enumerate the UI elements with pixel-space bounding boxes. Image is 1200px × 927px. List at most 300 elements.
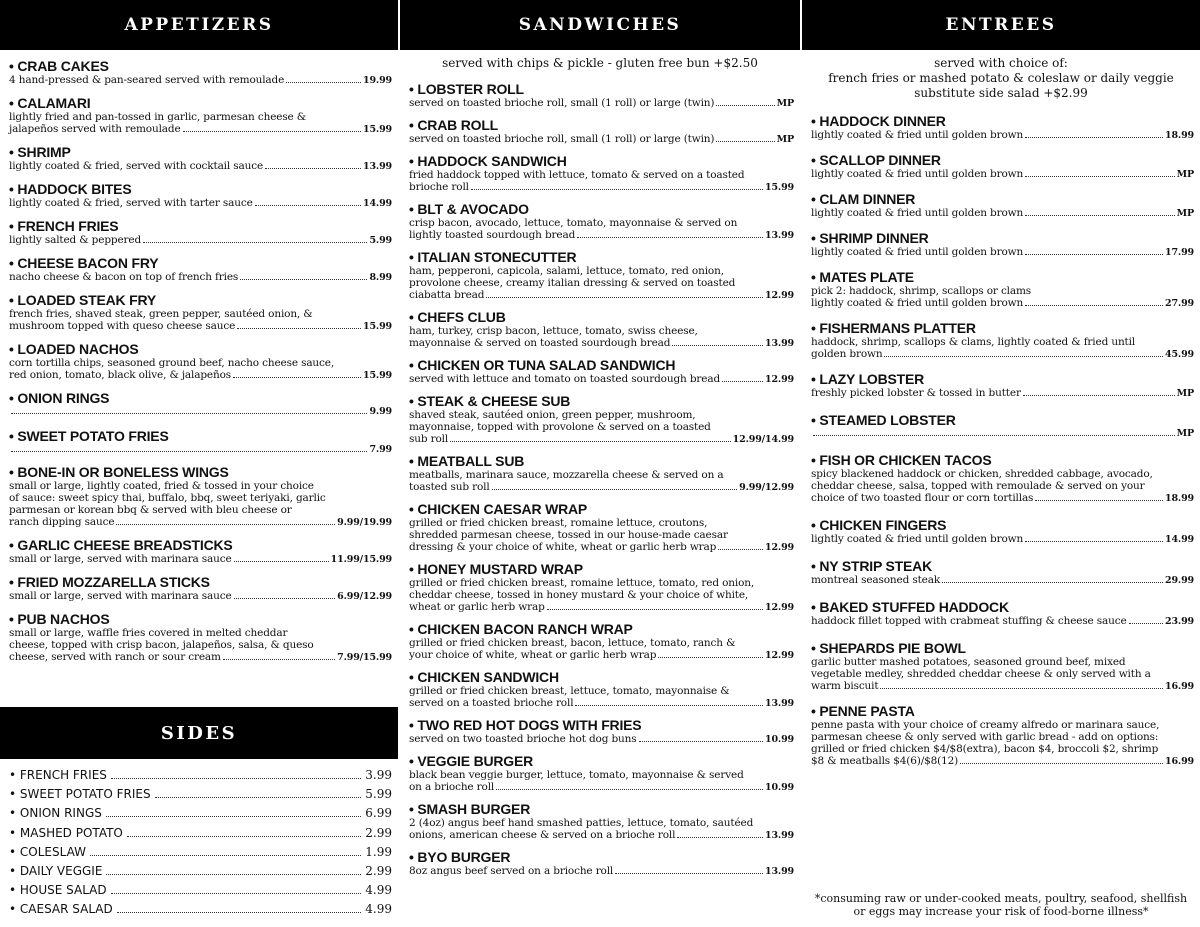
item-description: lightly coated & fried until golden brown: [811, 207, 1024, 219]
item-description: black bean veggie burger, lettuce, tomato, mayonnaise & served: [409, 769, 744, 781]
item-name: • SHRIMP: [9, 144, 71, 160]
side-name: • SWEET POTATO FRIES: [9, 787, 151, 802]
item-description: fried haddock topped with lettuce, tomato & served on a toasted: [409, 169, 745, 181]
item-name: • FISH OR CHICKEN TACOS: [811, 452, 992, 468]
dot-leader: [234, 598, 336, 599]
item-name: • STEAK & CHEESE SUB: [409, 393, 571, 409]
dot-leader: [1025, 254, 1163, 255]
side-price: 2.99: [365, 863, 392, 878]
dot-leader: [716, 105, 774, 106]
item-price-line: [409, 289, 794, 302]
side-name: • CAESAR SALAD: [9, 902, 113, 917]
item-price: 23.99: [1165, 616, 1194, 627]
side-price: 5.99: [365, 787, 392, 802]
item-description: mushroom topped with queso cheese sauce: [9, 320, 236, 332]
item-name: • LOADED NACHOS: [9, 341, 139, 357]
dot-leader: [471, 189, 763, 190]
side-price: 2.99: [365, 825, 392, 840]
item-price-line: [409, 337, 794, 350]
item-description: lightly coated & fried until golden brown: [811, 246, 1024, 258]
item-price-line: [811, 168, 1194, 181]
side-name: • MASHED POTATO: [9, 825, 123, 840]
side-name: • COLESLAW: [9, 844, 86, 859]
item-price: MP: [1176, 208, 1194, 219]
menu-item: [409, 357, 794, 386]
menu-item: [811, 517, 1194, 546]
item-description: sub roll: [409, 433, 449, 445]
item-description: mayonnaise, topped with provolone & served on a toasted: [409, 421, 711, 433]
item-price-line: [9, 651, 392, 664]
dot-leader: [1025, 541, 1163, 542]
dot-leader: [716, 141, 774, 142]
item-price: 8.99: [369, 272, 392, 283]
side-price: 1.99: [365, 844, 392, 859]
item-price: 13.99: [765, 866, 794, 877]
item-name: • MEATBALL SUB: [409, 453, 525, 469]
item-name: • SCALLOP DINNER: [811, 152, 941, 168]
dot-leader: [265, 168, 361, 169]
menu-item: [409, 753, 794, 794]
side-item: [9, 864, 392, 883]
item-price: 15.99: [363, 370, 392, 381]
subtitle-line: substitute side salad +$2.99: [914, 86, 1088, 100]
item-name: • FISHERMANS PLATTER: [811, 320, 976, 336]
menu-item: [409, 849, 794, 878]
subtitle-line: served with choice of:: [934, 56, 1068, 70]
item-price: 12.99: [765, 290, 794, 301]
item-price-line: [409, 541, 794, 554]
entrees-footnote: [802, 892, 1200, 918]
side-item: [9, 845, 392, 864]
menu-item: [811, 320, 1194, 361]
item-price: MP: [1176, 428, 1194, 439]
dot-leader: [1129, 623, 1163, 624]
item-description: toasted sub roll: [409, 481, 490, 493]
item-price-line: [409, 697, 794, 710]
dot-leader: [234, 561, 329, 562]
item-description: served on toasted brioche roll, small (1 roll) or large (twin): [409, 97, 715, 109]
dot-leader: [117, 912, 362, 913]
item-name: • LOADED STEAK FRY: [9, 292, 157, 308]
item-description: 8oz angus beef served on a brioche roll: [409, 865, 614, 877]
side-price: 4.99: [365, 902, 392, 917]
dot-leader: [547, 609, 763, 610]
item-price-line: [9, 320, 392, 333]
dot-leader: [111, 778, 361, 779]
item-description: choice of two toasted flour or corn tortillas: [811, 492, 1034, 504]
item-price: 12.99: [765, 602, 794, 613]
dot-leader: [813, 435, 1175, 436]
item-description: lightly coated & fried until golden brown: [811, 129, 1024, 141]
item-price: 16.99: [1165, 756, 1194, 767]
item-name: • MATES PLATE: [811, 269, 914, 285]
item-price: 12.99: [765, 374, 794, 385]
dot-leader: [106, 816, 361, 817]
item-description: small or large, served with marinara sauce: [9, 553, 232, 565]
dot-leader: [155, 797, 362, 798]
item-price: 7.99: [369, 444, 392, 455]
item-name: • HADDOCK SANDWICH: [409, 153, 567, 169]
item-description: small or large, waffle fries covered in melted cheddar: [9, 627, 288, 639]
item-name: • CHEFS CLUB: [409, 309, 506, 325]
item-name: • BLT & AVOCADO: [409, 201, 529, 217]
item-description: montreal seasoned steak: [811, 574, 941, 586]
item-price: 17.99: [1165, 247, 1194, 258]
item-description: $8 & meatballs $4(6)/$8(12): [811, 755, 959, 767]
item-description: ham, turkey, crisp bacon, lettuce, tomato, swiss cheese,: [409, 325, 698, 337]
dot-leader: [286, 82, 361, 83]
item-name: • GARLIC CHEESE BREADSTICKS: [9, 537, 233, 553]
item-price-line: [811, 574, 1194, 587]
item-price: 9.99/12.99: [739, 482, 794, 493]
dot-leader: [1025, 215, 1175, 216]
menu-item: [409, 393, 794, 446]
item-price: 5.99: [369, 235, 392, 246]
item-description: lightly coated & fried until golden brown: [811, 168, 1024, 180]
item-price: 13.99: [765, 830, 794, 841]
menu-item: [811, 640, 1194, 693]
item-description: haddock, shrimp, scallops & clams, lightly coated & fried until: [811, 336, 1136, 348]
item-price-line: [409, 865, 794, 878]
dot-leader: [11, 413, 367, 414]
menu-item: [409, 561, 794, 614]
item-price-line: [811, 207, 1194, 220]
item-description: of sauce: sweet spicy thai, buffalo, bbq, sweet teriyaki, garlic: [9, 492, 326, 504]
menu-item: [409, 501, 794, 554]
menu-item: [9, 428, 392, 456]
sides-header: SIDES: [0, 707, 398, 759]
menu-item: [811, 152, 1194, 181]
item-description: jalapeños served with remoulade: [9, 123, 181, 135]
item-description: shredded parmesan cheese, tossed in our house-made caesar: [409, 529, 728, 541]
item-name: • BAKED STUFFED HADDOCK: [811, 599, 1009, 615]
item-price: 7.99/15.99: [337, 652, 392, 663]
side-item: [9, 768, 392, 787]
menu-item: [811, 558, 1194, 587]
item-price-line: [9, 369, 392, 382]
appetizers-list: [0, 50, 398, 664]
dot-leader: [677, 837, 763, 838]
item-description: cheddar cheese, tossed in honey mustard & your choice of white,: [409, 589, 749, 601]
item-name: • SHRIMP DINNER: [811, 230, 929, 246]
menu-item: [409, 453, 794, 494]
entrees-column: [802, 0, 1200, 927]
item-description: cheese, topped with crisp bacon, jalapeños, salsa, & queso: [9, 639, 314, 651]
item-name: • SMASH BURGER: [409, 801, 531, 817]
dot-leader: [1025, 137, 1163, 138]
menu-item: [9, 144, 392, 173]
item-name: • CHICKEN FINGERS: [811, 517, 947, 533]
item-price-line: [9, 123, 392, 136]
item-description: small or large, served with marinara sauce: [9, 590, 232, 602]
item-price: 18.99: [1165, 130, 1194, 141]
subtitle-line: french fries or mashed potato & coleslaw or daily veggie: [828, 71, 1174, 85]
item-price-line: [811, 348, 1194, 361]
menu-item: [9, 464, 392, 529]
item-price-line: [811, 615, 1194, 628]
menu-item: [409, 249, 794, 302]
dot-leader: [127, 836, 361, 837]
item-description: haddock fillet topped with crabmeat stuffing & cheese sauce: [811, 615, 1127, 627]
side-item: [9, 902, 392, 921]
menu-item: [409, 309, 794, 350]
side-item: [9, 806, 392, 825]
item-description: corn tortilla chips, seasoned ground beef, nacho cheese sauce,: [9, 357, 335, 369]
menu-item: [409, 801, 794, 842]
item-price-line: [811, 755, 1194, 768]
dot-leader: [106, 874, 361, 875]
item-price-line: [811, 533, 1194, 546]
item-name: • LOBSTER ROLL: [409, 81, 524, 97]
item-name: • ONION RINGS: [9, 390, 110, 406]
menu-item: [9, 390, 392, 418]
item-description: red onion, tomato, black olive, & jalapeños: [9, 369, 232, 381]
item-price: 10.99: [765, 782, 794, 793]
item-description: meatballs, marinara sauce, mozzarella cheese & served on a: [409, 469, 724, 481]
dot-leader: [615, 873, 763, 874]
dot-leader: [496, 789, 763, 790]
item-name: • CHICKEN OR TUNA SALAD SANDWICH: [409, 357, 676, 373]
item-name: • VEGGIE BURGER: [409, 753, 534, 769]
item-price: 13.99: [765, 698, 794, 709]
item-description: penne pasta with your choice of creamy alfredo or marinara sauce,: [811, 719, 1160, 731]
footnote-line: or eggs may increase your risk of food-borne illness*: [853, 905, 1149, 918]
item-description: french fries, shaved steak, green pepper, sautéed onion, &: [9, 308, 313, 320]
item-description: small or large, lightly coated, fried & tossed in your choice: [9, 480, 314, 492]
side-price: 4.99: [365, 883, 392, 898]
item-price-line: [409, 433, 794, 446]
menu-item: [9, 574, 392, 603]
item-name: • FRENCH FRIES: [9, 218, 119, 234]
item-description: lightly salted & peppered: [9, 234, 142, 246]
item-description: served on two toasted brioche hot dog buns: [409, 733, 637, 745]
entrees-header: ENTREES: [802, 0, 1200, 50]
item-price-line: [9, 160, 392, 173]
item-price-line: [811, 428, 1194, 440]
item-description: pick 2: haddock, shrimp, scallops or clams: [811, 285, 1032, 297]
sandwiches-list: [400, 81, 800, 878]
item-description: parmesan cheese & only served with garlic bread - add on options:: [811, 731, 1159, 743]
dot-leader: [116, 524, 335, 525]
menu-item: [811, 412, 1194, 440]
item-price: MP: [776, 98, 794, 109]
item-description: served on toasted brioche roll, small (1 roll) or large (twin): [409, 133, 715, 145]
menu-item: [9, 58, 392, 87]
item-description: golden brown: [811, 348, 883, 360]
item-description: ciabatta bread: [409, 289, 485, 301]
item-name: • HADDOCK BITES: [9, 181, 132, 197]
item-description: garlic butter mashed potatoes, seasoned ground beef, mixed: [811, 656, 1126, 668]
item-description: grilled or fried chicken breast, bacon, lettuce, tomato, ranch &: [409, 637, 736, 649]
item-name: • ITALIAN STONECUTTER: [409, 249, 577, 265]
item-name: • BONE-IN OR BONELESS WINGS: [9, 464, 229, 480]
item-description: vegetable medley, shredded cheddar cheese & only served with a: [811, 668, 1151, 680]
dot-leader: [722, 381, 763, 382]
menu-item: [811, 191, 1194, 220]
dot-leader: [223, 659, 335, 660]
dot-leader: [672, 345, 763, 346]
item-description: served on a toasted brioche roll: [409, 697, 574, 709]
item-name: • HONEY MUSTARD WRAP: [409, 561, 583, 577]
menu-item: [811, 703, 1194, 768]
item-description: cheddar cheese, salsa, topped with remoulade & served on your: [811, 480, 1145, 492]
item-name: • PUB NACHOS: [9, 611, 110, 627]
menu-item: [811, 371, 1194, 400]
item-price-line: [811, 297, 1194, 310]
item-name: • CHICKEN BACON RANCH WRAP: [409, 621, 633, 637]
item-name: • LAZY LOBSTER: [811, 371, 925, 387]
menu-item: [811, 269, 1194, 310]
dot-leader: [884, 356, 1163, 357]
menu-item: [811, 230, 1194, 259]
item-description: lightly coated & fried until golden brown: [811, 297, 1024, 309]
item-description: onions, american cheese & served on a brioche roll: [409, 829, 676, 841]
item-description: lightly coated & fried, served with tarter sauce: [9, 197, 253, 209]
side-item: [9, 883, 392, 902]
item-price-line: [9, 406, 392, 418]
side-price: 6.99: [365, 806, 392, 821]
item-name: • CLAM DINNER: [811, 191, 916, 207]
dot-leader: [960, 763, 1163, 764]
item-name: • CALAMARI: [9, 95, 91, 111]
item-description: ranch dipping sauce: [9, 516, 115, 528]
item-price: MP: [1176, 388, 1194, 399]
entrees-subtitle: [802, 56, 1200, 101]
item-name: • FRIED MOZZARELLA STICKS: [9, 574, 210, 590]
item-price: 18.99: [1165, 493, 1194, 504]
item-name: • CHICKEN SANDWICH: [409, 669, 559, 685]
item-price-line: [811, 246, 1194, 259]
item-name: • STEAMED LOBSTER: [811, 412, 956, 428]
side-name: • HOUSE SALAD: [9, 883, 107, 898]
dot-leader: [1023, 395, 1175, 396]
dot-leader: [450, 441, 731, 442]
item-description: wheat or garlic herb wrap: [409, 601, 545, 613]
item-description: served with lettuce and tomato on toasted sourdough bread: [409, 373, 721, 385]
side-name: • FRENCH FRIES: [9, 768, 107, 782]
item-price-line: [9, 74, 392, 87]
item-price: 9.99/19.99: [337, 517, 392, 528]
dot-leader: [143, 242, 367, 243]
dot-leader: [658, 657, 763, 658]
dot-leader: [1025, 176, 1175, 177]
menu-item: [811, 452, 1194, 505]
menu-item: [9, 95, 392, 136]
item-price: 14.99: [1165, 534, 1194, 545]
menu-item: [409, 117, 794, 146]
item-description: spicy blackened haddock or chicken, shredded cabbage, avocado,: [811, 468, 1153, 480]
appetizers-header: APPETIZERS: [0, 0, 398, 50]
item-price: 27.99: [1165, 298, 1194, 309]
item-description: 2 (4oz) angus beef hand smashed patties, lettuce, tomato, sautéed: [409, 817, 754, 829]
side-item: [9, 787, 392, 806]
item-description: mayonnaise & served on toasted sourdough bread: [409, 337, 671, 349]
item-description: ham, pepperoni, capicola, salami, lettuce, tomato, red onion,: [409, 265, 724, 277]
item-price-line: [9, 197, 392, 210]
item-price-line: [811, 129, 1194, 142]
item-price-line: [811, 387, 1194, 400]
item-price: 45.99: [1165, 349, 1194, 360]
item-description: grilled or fried chicken breast, romaine lettuce, croutons,: [409, 517, 708, 529]
item-description: lightly toasted sourdough bread: [409, 229, 576, 241]
menu-item: [409, 621, 794, 662]
item-price: 14.99: [363, 198, 392, 209]
item-description: freshly picked lobster & tossed in butter: [811, 387, 1021, 399]
item-price-line: [9, 516, 392, 529]
item-price: 6.99/12.99: [337, 591, 392, 602]
item-description: grilled or fried chicken $4/$8(extra), bacon $4, broccoli $2, shrimp: [811, 743, 1159, 755]
dot-leader: [718, 549, 763, 550]
item-price-line: [409, 97, 794, 110]
item-price-line: [9, 553, 392, 566]
dot-leader: [577, 237, 763, 238]
side-name: • DAILY VEGGIE: [9, 863, 103, 878]
item-name: • PENNE PASTA: [811, 703, 915, 719]
dot-leader: [575, 705, 763, 706]
item-price-line: [409, 733, 794, 746]
item-price: 15.99: [765, 182, 794, 193]
item-price-line: [811, 492, 1194, 505]
item-name: • CRAB ROLL: [409, 117, 499, 133]
item-price: MP: [776, 134, 794, 145]
menu-item: [409, 201, 794, 242]
item-description: lightly coated & fried until golden brown: [811, 533, 1024, 545]
menu-item: [9, 537, 392, 566]
dot-leader: [90, 855, 361, 856]
item-name: • CHEESE BACON FRY: [9, 255, 159, 271]
item-name: • BYO BURGER: [409, 849, 511, 865]
item-price: 12.99: [765, 542, 794, 553]
dot-leader: [942, 582, 1163, 583]
item-description: nacho cheese & bacon on top of french fries: [9, 271, 239, 283]
menu-item: [9, 181, 392, 210]
item-price-line: [409, 601, 794, 614]
item-price: MP: [1176, 169, 1194, 180]
item-description: shaved steak, sautéed onion, green pepper, mushroom,: [409, 409, 696, 421]
dot-leader: [11, 451, 367, 452]
item-description: lightly fried and pan-tossed in garlic, parmesan cheese &: [9, 111, 307, 123]
footnote-line: *consuming raw or under-cooked meats, poultry, seafood, shellfish: [814, 892, 1188, 905]
item-price: 12.99: [765, 650, 794, 661]
dot-leader: [183, 131, 361, 132]
dot-leader: [1035, 500, 1163, 501]
item-price-line: [9, 590, 392, 603]
menu-item: [9, 611, 392, 664]
item-description: lightly coated & fried, served with cocktail sauce: [9, 160, 264, 172]
item-description: warm biscuit: [811, 680, 879, 692]
dot-leader: [639, 741, 764, 742]
item-price: 19.99: [363, 75, 392, 86]
item-name: • TWO RED HOT DOGS WITH FRIES: [409, 717, 642, 733]
item-price-line: [409, 373, 794, 386]
sandwiches-subtitle: served with chips & pickle - gluten free bun +$2.50: [442, 56, 758, 70]
item-description: grilled or fried chicken breast, lettuce, tomato, mayonnaise &: [409, 685, 730, 697]
item-price-line: [811, 680, 1194, 693]
side-name: • ONION RINGS: [9, 806, 102, 821]
item-price: 13.99: [363, 161, 392, 172]
item-price-line: [409, 829, 794, 842]
item-description: dressing & your choice of white, wheat or garlic herb wrap: [409, 541, 717, 553]
item-price-line: [9, 234, 392, 247]
item-description: parmesan or korean bbq & served with bleu cheese or: [9, 504, 292, 516]
dot-leader: [492, 489, 738, 490]
item-price-line: [409, 181, 794, 194]
item-description: on a brioche roll: [409, 781, 495, 793]
dot-leader: [486, 297, 763, 298]
side-item: [9, 826, 392, 845]
item-price: 13.99: [765, 230, 794, 241]
dot-leader: [240, 279, 367, 280]
